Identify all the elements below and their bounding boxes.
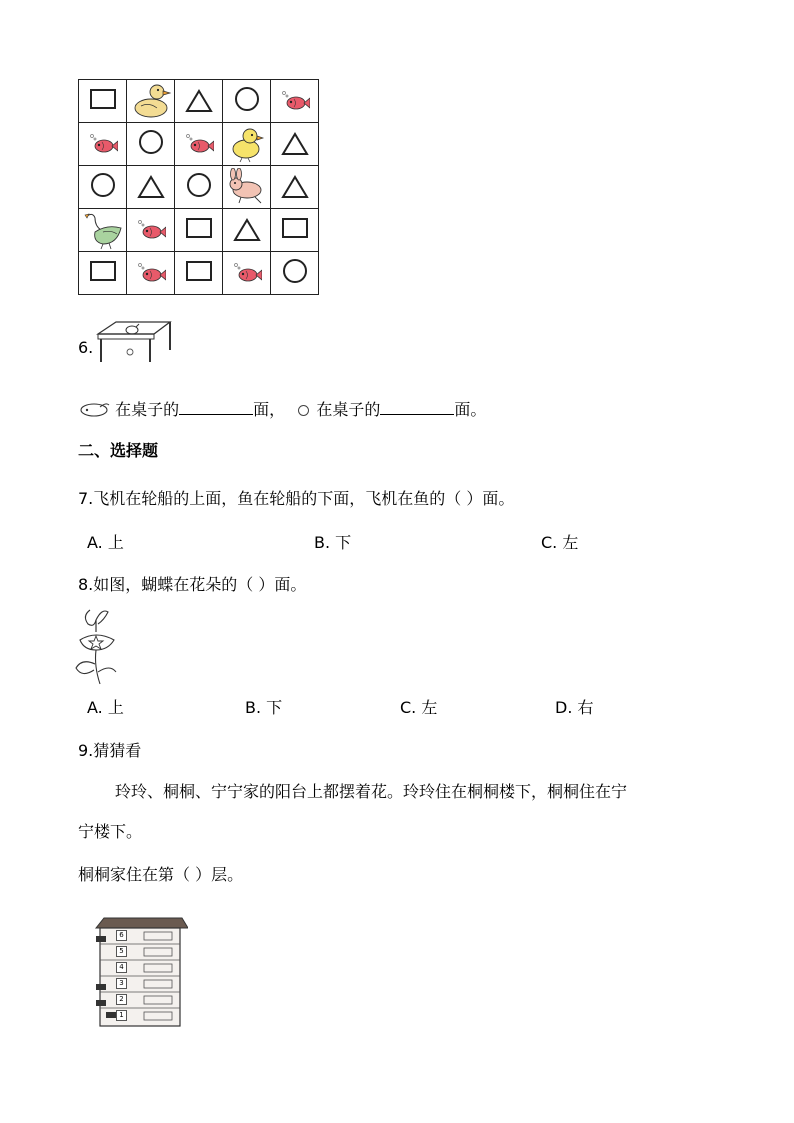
table-picture — [92, 318, 174, 366]
q6-answer-line — [78, 398, 486, 422]
q9-title: 9.猜猜看 — [78, 741, 142, 760]
triangle-shape — [127, 175, 174, 199]
shape-grid — [78, 79, 319, 295]
circle-shape — [139, 130, 163, 154]
grid-cell — [127, 252, 175, 295]
grid-cell — [223, 209, 271, 252]
q8-option-b[interactable]: B. 下 — [245, 698, 283, 717]
grid-cell — [271, 166, 319, 209]
fish-icon — [175, 133, 222, 155]
grid-cell — [175, 80, 223, 123]
q9-paragraph-line-2: 宁楼下。 — [78, 822, 143, 841]
grid-cell — [127, 166, 175, 209]
grid-row — [79, 209, 319, 252]
building-picture — [92, 916, 188, 1028]
q7-text: 7.飞机在轮船的上面，鱼在轮船的下面，飞机在鱼的（ ）面。 — [78, 489, 515, 508]
grid-cell — [79, 166, 127, 209]
fish-icon — [79, 133, 126, 155]
grid-cell — [79, 80, 127, 123]
floor-label: 2 — [116, 994, 127, 1005]
fish-icon — [127, 262, 174, 284]
circle-shape — [235, 87, 259, 111]
grid-cell — [271, 80, 319, 123]
floor-label: 5 — [116, 946, 127, 957]
grid-cell — [127, 80, 175, 123]
floor-label: 1 — [116, 1010, 127, 1021]
q6-number: 6. — [78, 338, 94, 357]
square-shape — [186, 218, 212, 238]
grid-cell — [79, 209, 127, 252]
triangle-shape — [223, 218, 270, 242]
grid-row — [79, 123, 319, 166]
q6-text-3: 在桌子的 — [316, 400, 381, 419]
fish-icon — [127, 219, 174, 241]
grid-row — [79, 80, 319, 123]
q7-option-c[interactable]: C. 左 — [541, 533, 579, 552]
square-shape — [90, 261, 116, 281]
q7-option-b[interactable]: B. 下 — [314, 533, 352, 552]
q6-text-1: 在桌子的 — [115, 400, 180, 419]
q8-option-a[interactable]: A. 上 — [87, 698, 124, 717]
section-title: 二、选择题 — [78, 441, 159, 460]
floor-label: 3 — [116, 978, 127, 989]
goose-icon — [79, 210, 126, 250]
grid-cell — [79, 252, 127, 295]
q6-blank-1[interactable] — [179, 398, 253, 415]
circle-shape — [283, 259, 307, 283]
q8-option-c[interactable]: C. 左 — [400, 698, 438, 717]
fish-icon — [271, 90, 318, 112]
floor-label: 4 — [116, 962, 127, 973]
q9-question: 桐桐家住在第（ ）层。 — [78, 865, 244, 884]
triangle-shape — [271, 175, 318, 199]
grid-cell — [271, 209, 319, 252]
duck-icon — [127, 82, 174, 120]
triangle-shape — [175, 89, 222, 113]
grid-cell — [271, 123, 319, 166]
q6-blank-2[interactable] — [380, 398, 454, 415]
circle-shape — [187, 173, 211, 197]
grid-cell — [223, 166, 271, 209]
square-shape — [282, 218, 308, 238]
grid-row — [79, 166, 319, 209]
butterfly-flower-picture — [74, 606, 120, 686]
grid-cell — [127, 123, 175, 166]
grid-cell — [175, 209, 223, 252]
q8-text: 8.如图，蝴蝶在花朵的（ ）面。 — [78, 575, 307, 594]
grid-cell — [271, 252, 319, 295]
grid-cell — [79, 123, 127, 166]
chick-icon — [223, 125, 270, 163]
grid-cell — [175, 166, 223, 209]
q6-text-4: 面。 — [454, 400, 487, 419]
grid-cell — [127, 209, 175, 252]
fish-icon — [223, 262, 270, 284]
triangle-shape — [271, 132, 318, 156]
grid-cell — [175, 123, 223, 166]
q6-text-2: 面， — [253, 400, 286, 419]
q9-paragraph-line-1: 玲玲、桐桐、宁宁家的阳台上都摆着花。玲玲住在桐桐楼下，桐桐住在宁 — [115, 782, 628, 801]
grid-cell — [223, 252, 271, 295]
q7-option-a[interactable]: A. 上 — [87, 533, 124, 552]
rabbit-icon — [223, 168, 270, 206]
q8-option-d[interactable]: D. 右 — [555, 698, 594, 717]
grid-cell — [223, 123, 271, 166]
grid-cell — [223, 80, 271, 123]
grid-row — [79, 252, 319, 295]
circle-shape — [91, 173, 115, 197]
square-shape — [186, 261, 212, 281]
mouse-icon — [78, 399, 110, 422]
ball-icon — [298, 405, 309, 416]
floor-label: 6 — [116, 930, 127, 941]
square-shape — [90, 89, 116, 109]
grid-cell — [175, 252, 223, 295]
